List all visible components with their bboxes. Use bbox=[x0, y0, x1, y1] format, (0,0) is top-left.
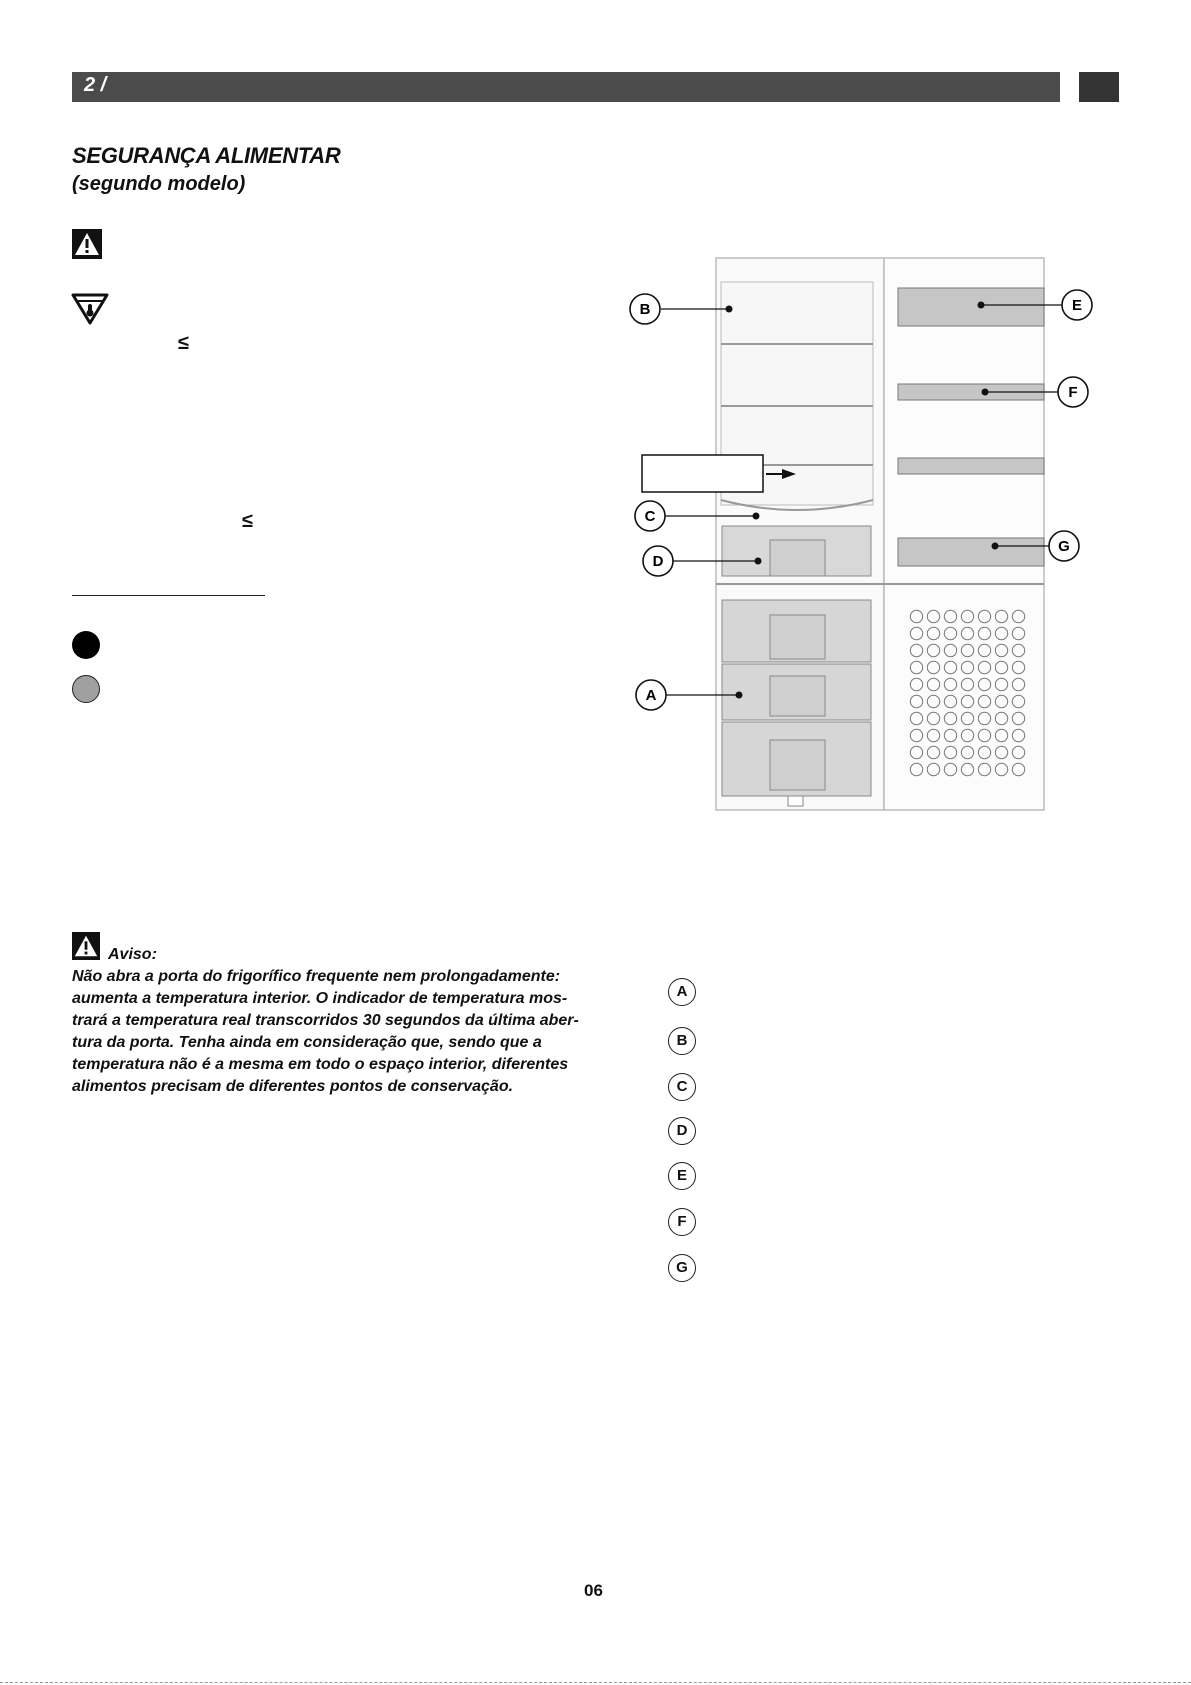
page-number: 06 bbox=[584, 1581, 603, 1600]
warning-line: temperatura não é a mesma em todo o espaço interior, diferentes bbox=[72, 1056, 569, 1073]
divider-rule bbox=[72, 595, 265, 596]
warning-text bbox=[72, 966, 592, 1098]
section-header-bar bbox=[72, 72, 1060, 102]
callout-label: E bbox=[1071, 297, 1083, 314]
warning-line: alimentos precisam de diferentes pontos de conservação. bbox=[72, 1078, 514, 1095]
leq-symbol: ≤ bbox=[242, 510, 253, 532]
callout-label: C bbox=[644, 508, 656, 525]
section-number: 2 / bbox=[84, 74, 107, 96]
warning-line: tura da porta. Tenha ainda em consideração que, sendo que a bbox=[72, 1034, 542, 1051]
callout-label: D bbox=[652, 553, 664, 570]
leq-symbol: ≤ bbox=[178, 332, 189, 354]
header-end-block bbox=[1079, 72, 1119, 102]
fridge-diagram bbox=[620, 255, 1100, 815]
callout-label: A bbox=[645, 687, 657, 704]
warning-line: Não abra a porta do frigorífico frequente nem prolongadamente: bbox=[72, 968, 561, 985]
warning-triangle-icon bbox=[72, 931, 100, 961]
warning-triangle-icon bbox=[72, 229, 102, 259]
legend-marker-e: E bbox=[668, 1162, 696, 1190]
fridge-thermometer-icon bbox=[70, 292, 110, 326]
warning-line: trará a temperatura real transcorridos 30 segundos da última aber- bbox=[72, 1012, 579, 1029]
callout-label: G bbox=[1058, 538, 1070, 555]
legend-marker-a: A bbox=[668, 978, 696, 1006]
black-circle-icon bbox=[72, 631, 100, 659]
callout-label: F bbox=[1068, 384, 1078, 401]
warning-line: aumenta a temperatura interior. O indicador de temperatura mos- bbox=[72, 990, 568, 1007]
legend-marker-g: G bbox=[668, 1254, 696, 1282]
page-title: SEGURANÇA ALIMENTAR bbox=[72, 143, 341, 168]
grey-circle-icon bbox=[72, 675, 100, 703]
callout-label: B bbox=[639, 301, 651, 318]
legend-marker-d: D bbox=[668, 1117, 696, 1145]
legend-marker-c: C bbox=[668, 1073, 696, 1101]
legend-marker-f: F bbox=[668, 1208, 696, 1236]
warning-heading: Aviso: bbox=[108, 946, 157, 963]
footer-dashed-rule bbox=[0, 1682, 1191, 1683]
page-subtitle: (segundo modelo) bbox=[72, 173, 246, 195]
legend-marker-b: B bbox=[668, 1027, 696, 1055]
